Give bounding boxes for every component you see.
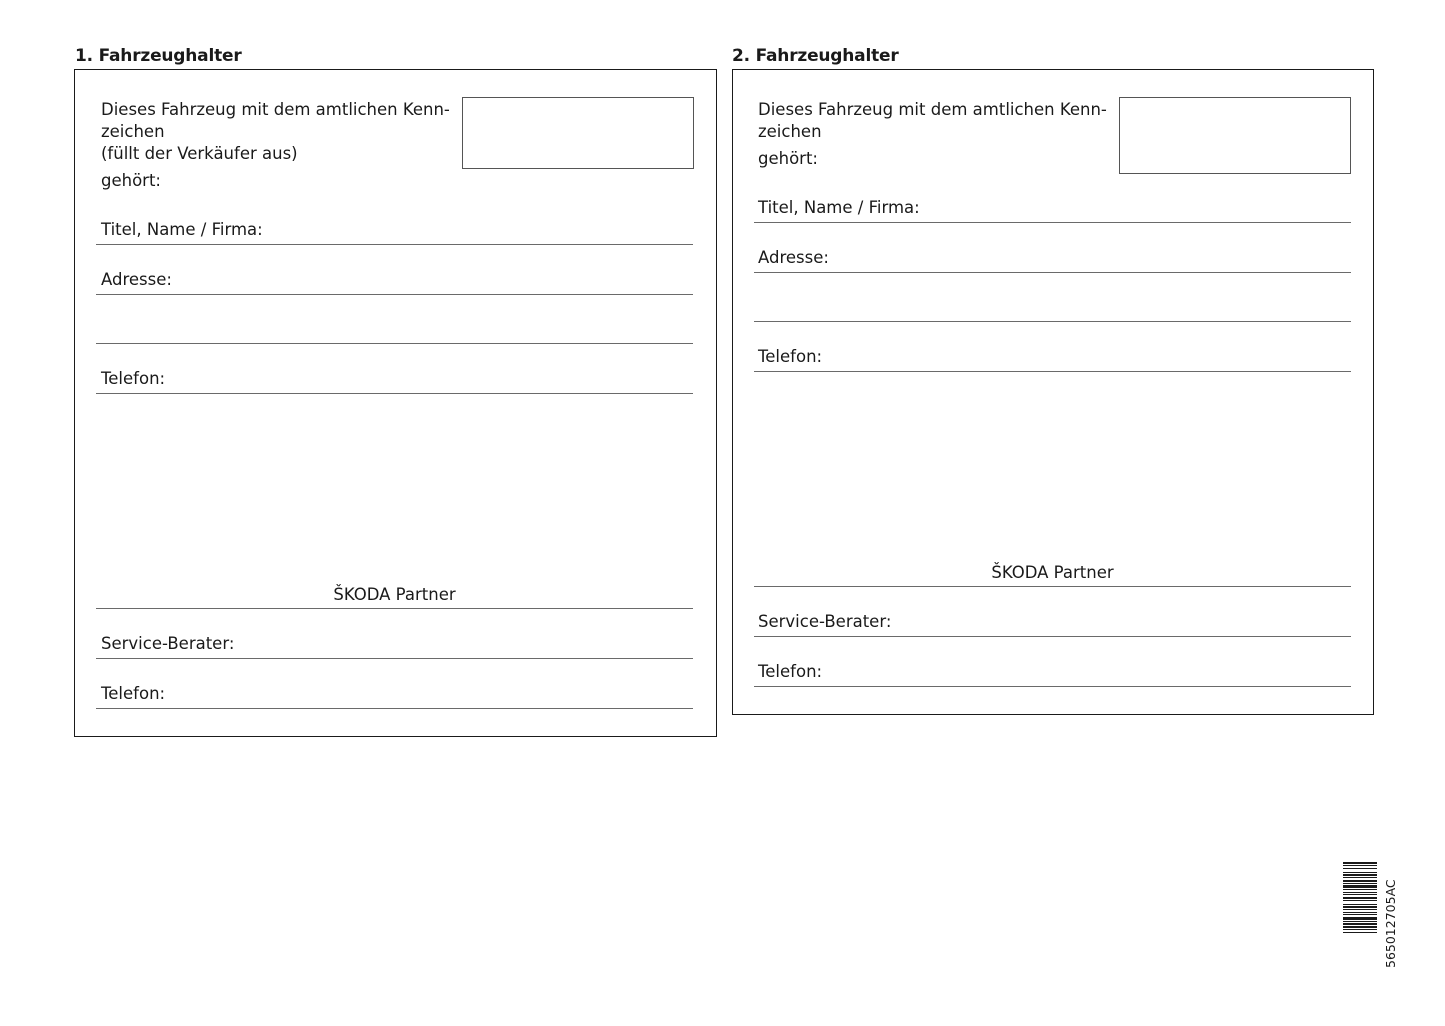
barcode-bar [1343,904,1377,905]
holder2-address-line[interactable] [754,272,1351,273]
barcode-bar [1343,889,1377,890]
barcode-bar [1343,862,1377,864]
holder2-address-label: Adresse: [758,248,829,267]
barcode-number: 565012705AC [1383,879,1398,968]
barcode-bar [1343,909,1377,910]
holder2-phone-label: Telefon: [758,347,823,366]
holder1-name-label: Titel, Name / Firma: [101,220,263,239]
holder2-intro-line1: Dieses Fahrzeug mit dem amtlichen Kenn- [758,100,1107,119]
holder2-advisor-label: Service-Berater: [758,612,892,631]
barcode [1343,862,1379,978]
holder2-advisor-phone-line[interactable] [754,686,1351,687]
barcode-bar [1343,897,1377,899]
holder2-advisor-line[interactable] [754,636,1351,637]
holder1-phone-label: Telefon: [101,369,166,388]
barcode-bar [1343,921,1377,922]
barcode-bar [1343,900,1377,901]
holder2-advisor-phone-label: Telefon: [758,662,823,681]
holder1-heading: 1. Fahrzeughalter [75,46,242,66]
holder2-partner-line[interactable] [754,586,1351,587]
holder2-partner-label: ŠKODA Partner [991,563,1114,582]
holder1-advisor-phone-label: Telefon: [101,684,166,703]
holder2-name-label: Titel, Name / Firma: [758,198,920,217]
holder1-intro-line1: Dieses Fahrzeug mit dem amtlichen Kenn- [101,100,450,119]
holder1-belongs-label: gehört: [101,171,161,190]
barcode-bar [1343,923,1377,925]
holder1-advisor-line[interactable] [96,658,693,659]
barcode-bar [1343,880,1377,882]
barcode-bar [1343,868,1377,869]
holder1-advisor-phone-line[interactable] [96,708,693,709]
holder1-license-plate-field[interactable] [462,97,694,169]
holder1-phone-line[interactable] [96,393,693,394]
holder2-intro-line2: zeichen [758,122,822,141]
barcode-bar [1343,865,1377,866]
holder1-address-line[interactable] [96,294,693,295]
barcode-bar [1343,912,1377,913]
holder2-address-line2[interactable] [754,321,1351,322]
barcode-bar [1343,877,1377,878]
holder1-intro-line2: zeichen [101,122,165,141]
holder1-name-line[interactable] [96,244,693,245]
barcode-bar [1343,914,1377,915]
holder1-advisor-label: Service-Berater: [101,634,235,653]
barcode-bar [1343,885,1377,888]
holder2-belongs-label: gehört: [758,149,818,168]
holder2-phone-line[interactable] [754,371,1351,372]
barcode-bar [1343,926,1377,928]
holder1-address-label: Adresse: [101,270,172,289]
holder1-partner-label: ŠKODA Partner [333,585,456,604]
holder1-address-line2[interactable] [96,343,693,344]
barcode-bar [1343,917,1377,920]
holder2-license-plate-field[interactable] [1119,97,1351,174]
holder1-intro-line3: (füllt der Verkäufer aus) [101,144,298,163]
barcode-bar [1343,929,1377,930]
holder1-partner-line[interactable] [96,608,693,609]
barcode-bar [1343,892,1377,893]
barcode-bar [1343,906,1377,908]
barcode-bar [1343,883,1377,884]
barcode-bar [1343,932,1377,933]
holder2-name-line[interactable] [754,222,1351,223]
holder2-heading: 2. Fahrzeughalter [732,46,899,66]
barcode-bar [1343,872,1377,873]
barcode-bar [1343,874,1377,876]
barcode-bar [1343,894,1377,895]
